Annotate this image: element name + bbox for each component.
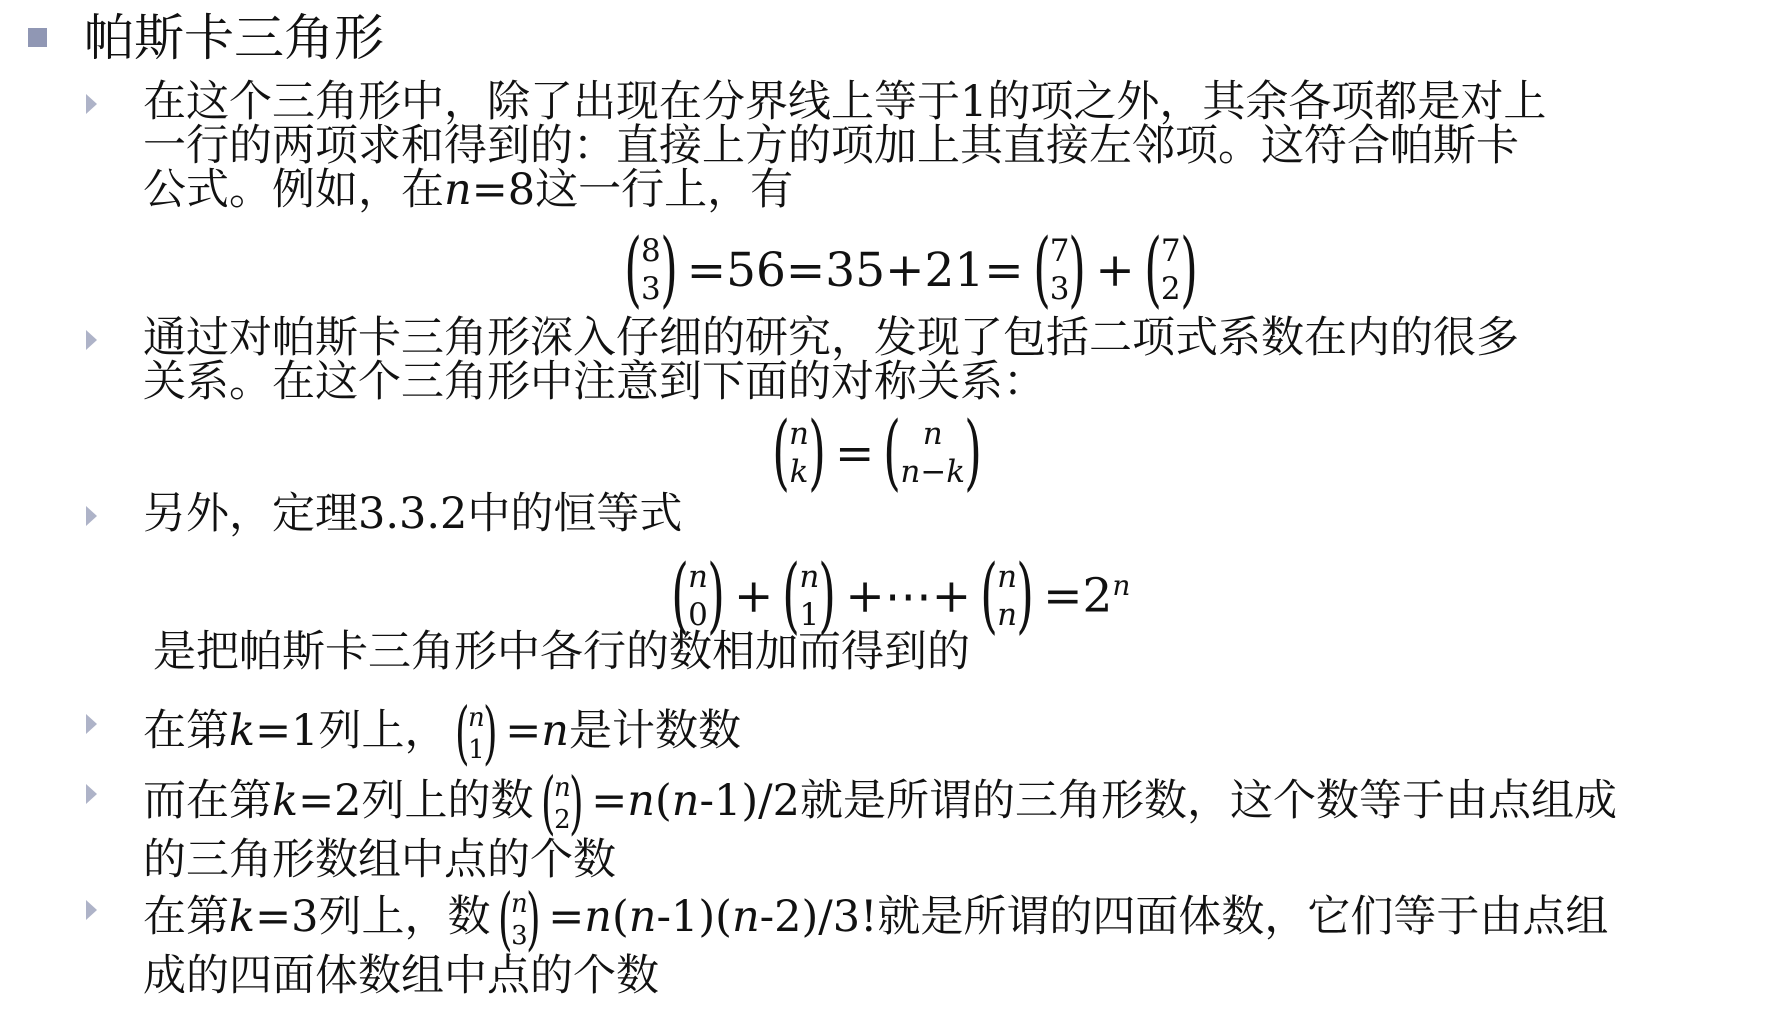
formula-plus: + (1095, 242, 1135, 298)
bullet-arrow-icon (86, 900, 97, 920)
bullet-arrow-icon (86, 94, 97, 114)
bullet-arrow-icon (86, 330, 97, 350)
formula-equals: = (834, 425, 875, 481)
binom-8-3: ( 8 3 ) (624, 222, 678, 317)
paragraph-3-line-1: 另外，定理3.3.2中的恒等式 (143, 489, 683, 539)
binom-n-n-minus-k: ( n n−k ) (883, 405, 982, 500)
binom-n-0: ( n 0 ) (671, 548, 725, 643)
paragraph-1-line-3: 公式。例如，在n=8这一行上，有 (143, 165, 794, 215)
paragraph-5-line-1: 而在第k=2列上的数 ( n 2 ) =n(n-1)/2就是所谓的三角形数，这个数等于由点组成 (143, 764, 1617, 843)
paragraph-2-line-2: 关系。在这个三角形中注意到下面的对称关系： (143, 357, 1046, 407)
paragraph-6-line-2: 成的四面体数组中点的个数 (143, 951, 659, 1001)
binom-n-k: ( n k ) (772, 405, 826, 500)
bullet-arrow-icon (86, 506, 97, 526)
formula-dots: +⋯+ (845, 568, 972, 624)
paragraph-2-line-1: 通过对帕斯卡三角形深入仔细的研究，发现了包括二项式系数在内的很多 (143, 313, 1519, 363)
binom-n-1: ( n 1 ) (782, 548, 837, 643)
paragraph-6-line-1: 在第k=3列上，数 ( n 3 ) =n(n-1)(n-2)/3!就是所谓的四面体数，它们等于由点组 (143, 880, 1609, 959)
bullet-arrow-icon (86, 784, 97, 804)
formula-symmetry (763, 405, 991, 500)
formula-middle: =56=35+21= (686, 242, 1024, 298)
binom-n-n: ( n n ) (980, 548, 1034, 643)
formula-power: $=2^n$ (1043, 568, 1131, 624)
paragraph-2 (143, 313, 1519, 407)
binom-7-3: ( 7 3 ) (1032, 222, 1087, 317)
binom-n-1-inline: ( n 1 ) (455, 694, 498, 773)
paragraph-5-line-2: 的三角形数组中点的个数 (143, 835, 616, 885)
paragraph-1 (143, 77, 1547, 215)
binom-n-2-inline: ( n 2 ) (541, 764, 584, 843)
slide-title: 帕斯卡三角形 (84, 9, 384, 67)
formula-plus: + (733, 568, 774, 624)
paragraph-1-line-1: 在这个三角形中，除了出现在分界线上等于1的项之外，其余各项都是对上 (143, 77, 1547, 127)
paragraph-3-line-2: 是把帕斯卡三角形中各行的数相加而得到的 (153, 627, 970, 677)
paragraph-5 (143, 764, 1617, 885)
binom-7-2: ( 7 2 ) (1144, 222, 1198, 317)
title-bullet-icon (28, 28, 47, 47)
bullet-arrow-icon (86, 714, 97, 734)
paragraph-1-line-2: 一行的两项求和得到的：直接上方的项加上其直接左邻项。这符合帕斯卡 (143, 121, 1519, 171)
binom-n-3-inline: ( n 3 ) (498, 880, 541, 959)
formula-row-sum (662, 548, 1131, 643)
paragraph-4: 在第k=1列上， ( n 1 ) =n是计数数 (143, 694, 741, 773)
paragraph-6 (143, 880, 1609, 1001)
formula-pascal-example (615, 222, 1207, 317)
